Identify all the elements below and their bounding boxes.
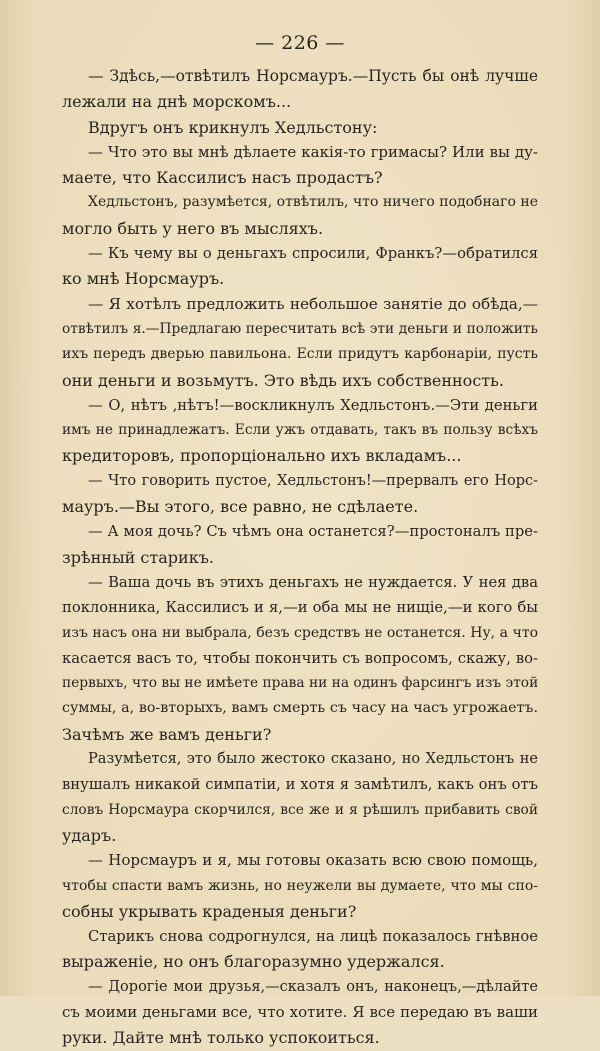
text-line: собны укрывать краденыя деньги? [62,901,357,921]
text-line: внушалъ никакой симпатіи, и хотя я замѣтилъ, какъ онъ отъ [62,776,538,794]
text-line: изъ насъ она ни выбрала, безъ средствъ не останется. Ну, а что [62,624,538,641]
text-line: руки. Дайте мнѣ только успокоиться. [62,1028,380,1048]
text-line: съ моими деньгами все, что хотите. Я все передаю въ ваши [62,1002,538,1021]
text-line: имъ не принадлежатъ. Если ужъ отдавать, такъ въ пользу всѣхъ [62,422,538,439]
text-line: — О, нѣтъ ,нѣтъ!—воскликнулъ Хедльстонъ.—Эти деньги [88,396,538,414]
text-line: чтобы спасти вамъ жизнь, но неужели вы думаете, что мы спо- [62,877,538,894]
text-line: кредиторовъ, пропорціонально ихъ вкладамъ... [62,446,462,466]
text-line: первыхъ, что вы не имѣете права ни на одинъ фарсингъ изъ этой [62,675,538,692]
text-line: суммы, а, во-вторыхъ, вамъ смерть съ часу на часъ угрожаетъ. [62,700,538,717]
text-line: отвѣтилъ я.—Предлагаю пересчитать всѣ эти деньги и положить [62,320,538,337]
text-line: ударъ. [62,825,117,845]
text-line: — Что это вы мнѣ дѣлаете какія-то гримасы? Или вы ду- [88,142,538,161]
text-line: словъ Норсмаура скорчился, все же и я рѣшилъ прибавить свой [62,801,538,818]
text-line: — Дорогіе мои друзья,—сказалъ онъ, наконецъ,—дѣлайте [88,978,538,995]
text-line: — А моя дочь? Съ чѣмъ она останется?—простоналъ пре- [88,523,538,541]
text-line: лежали на днѣ морскомъ... [62,92,292,112]
text-line: могло быть у него въ мысляхъ. [62,218,324,238]
text-line: — Что говорить пустое, Хедльстонъ!—прервалъ его Норс- [88,472,538,489]
text-line: зрѣнный старикъ. [62,547,214,567]
text-line: — Здѣсь,—отвѣтилъ Норсмауръ.—Пусть бы онѣ лучше [88,67,538,85]
page-number: — 226 — [255,32,345,54]
text-line: — Ваша дочь въ этихъ деньгахъ не нуждается. У нея два [88,573,538,591]
text-line: ко мнѣ Норсмауръ. [62,269,225,289]
text-line: мауръ.—Вы этого, все равно, не сдѣлаете. [62,497,419,517]
text-line: поклонника, Кассилисъ и я,—и оба мы не нищіе,—и кого бы [62,599,538,617]
text-line: выраженіе, но онъ благоразумно удержался. [62,952,445,972]
text-line: Зачѣмъ же вамъ деньги? [62,724,272,744]
text-line: — Къ чему вы о деньгахъ спросили, Франкъ?—обратился [88,245,538,263]
text-line: маете, что Кассилисъ насъ продастъ? [62,168,383,188]
body-text [62,64,538,1051]
text-line: Хедльстонъ, разумѣется, отвѣтилъ, что ничего подобнаго не [88,194,538,211]
text-line: они деньги и возьмутъ. Это вѣдь ихъ собственность. [62,370,504,390]
text-line: — Я хотѣлъ предложить небольшое занятіе до обѣда,— [88,294,538,313]
text-line: касается васъ то, чтобы покончить съ вопросомъ, скажу, во- [62,649,538,667]
text-line: ихъ передъ дверью павильона. Если придутъ карбонаріи, пусть [62,346,538,363]
text-line: Старикъ снова содрогнулся, на лицѣ показалось гнѣвное [88,928,538,946]
text-line: Разумѣется, это было жестоко сказано, но Хедльстонъ не [88,751,538,768]
text-line: — Норсмауръ и я, мы готовы оказать всю свою помощь, [88,851,538,870]
text-line: Вдругъ онъ крикнулъ Хедльстону: [88,117,378,137]
